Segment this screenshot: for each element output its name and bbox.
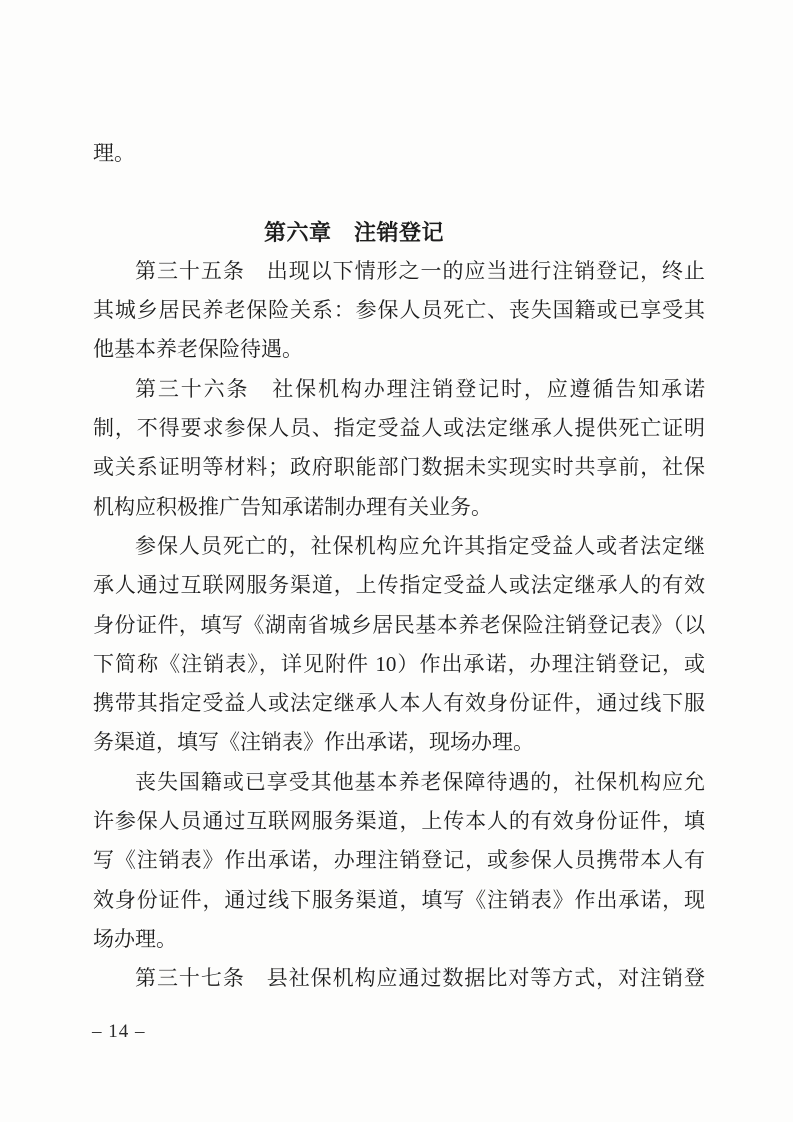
text-line: 效身份证件，通过线下服务渠道，填写《注销表》作出承诺，现 — [93, 887, 705, 912]
text-line: 许参保人员通过互联网服务渠道，上传本人的有效身份证件，填 — [93, 809, 705, 834]
document-body — [93, 252, 705, 999]
text-line: 务渠道，填写《注销表》作出承诺，现场办理。 — [93, 730, 534, 755]
text-line: 承人通过互联网服务渠道，上传指定受益人或法定继承人的有效 — [93, 573, 705, 598]
paragraph — [93, 252, 705, 370]
text-line: 写《注销表》作出承诺，办理注销登记，或参保人员携带本人有 — [93, 848, 705, 873]
text-line: 身份证件，填写《湖南省城乡居民基本养老保险注销登记表》（以 — [93, 612, 705, 637]
chapter-heading: 第六章 注销登记 — [263, 219, 444, 245]
page-number: – 14 – — [92, 1021, 146, 1042]
text-line: 或关系证明等材料；政府职能部门数据未实现实时共享前，社保 — [93, 455, 705, 480]
paragraph — [93, 763, 705, 959]
text-line: 丧失国籍或已享受其他基本养老保障待遇的，社保机构应允 — [135, 769, 705, 794]
text-line: 第三十六条 社保机构办理注销登记时，应遵循告知承诺 — [135, 376, 705, 401]
text-line: 参保人员死亡的，社保机构应允许其指定受益人或者法定继 — [135, 533, 705, 558]
blank-line — [93, 173, 705, 212]
continuation-line: 理。 — [93, 141, 135, 165]
paragraph — [93, 959, 705, 998]
text-line: 其城乡居民养老保险关系：参保人员死亡、丧失国籍或已享受其 — [93, 298, 705, 323]
paragraph — [93, 527, 705, 763]
text-line: 场办理。 — [93, 926, 177, 951]
text-line: 第三十七条 县社保机构应通过数据比对等方式，对注销登 — [135, 966, 705, 991]
text-line: 机构应积极推广告知承诺制办理有关业务。 — [93, 494, 492, 519]
text-line: 制，不得要求参保人员、指定受益人或法定继承人提供死亡证明 — [93, 416, 705, 441]
text-line: 携带其指定受益人或法定继承人本人有效身份证件，通过线下服 — [93, 691, 705, 716]
paragraph — [93, 370, 705, 527]
text-line: 他基本养老保险待遇。 — [93, 337, 303, 362]
document-content — [93, 134, 705, 999]
text-line: 下简称《注销表》，详见附件 10）作出承诺，办理注销登记，或 — [93, 651, 705, 676]
text-line: 第三十五条 出现以下情形之一的应当进行注销登记，终止 — [135, 258, 705, 283]
